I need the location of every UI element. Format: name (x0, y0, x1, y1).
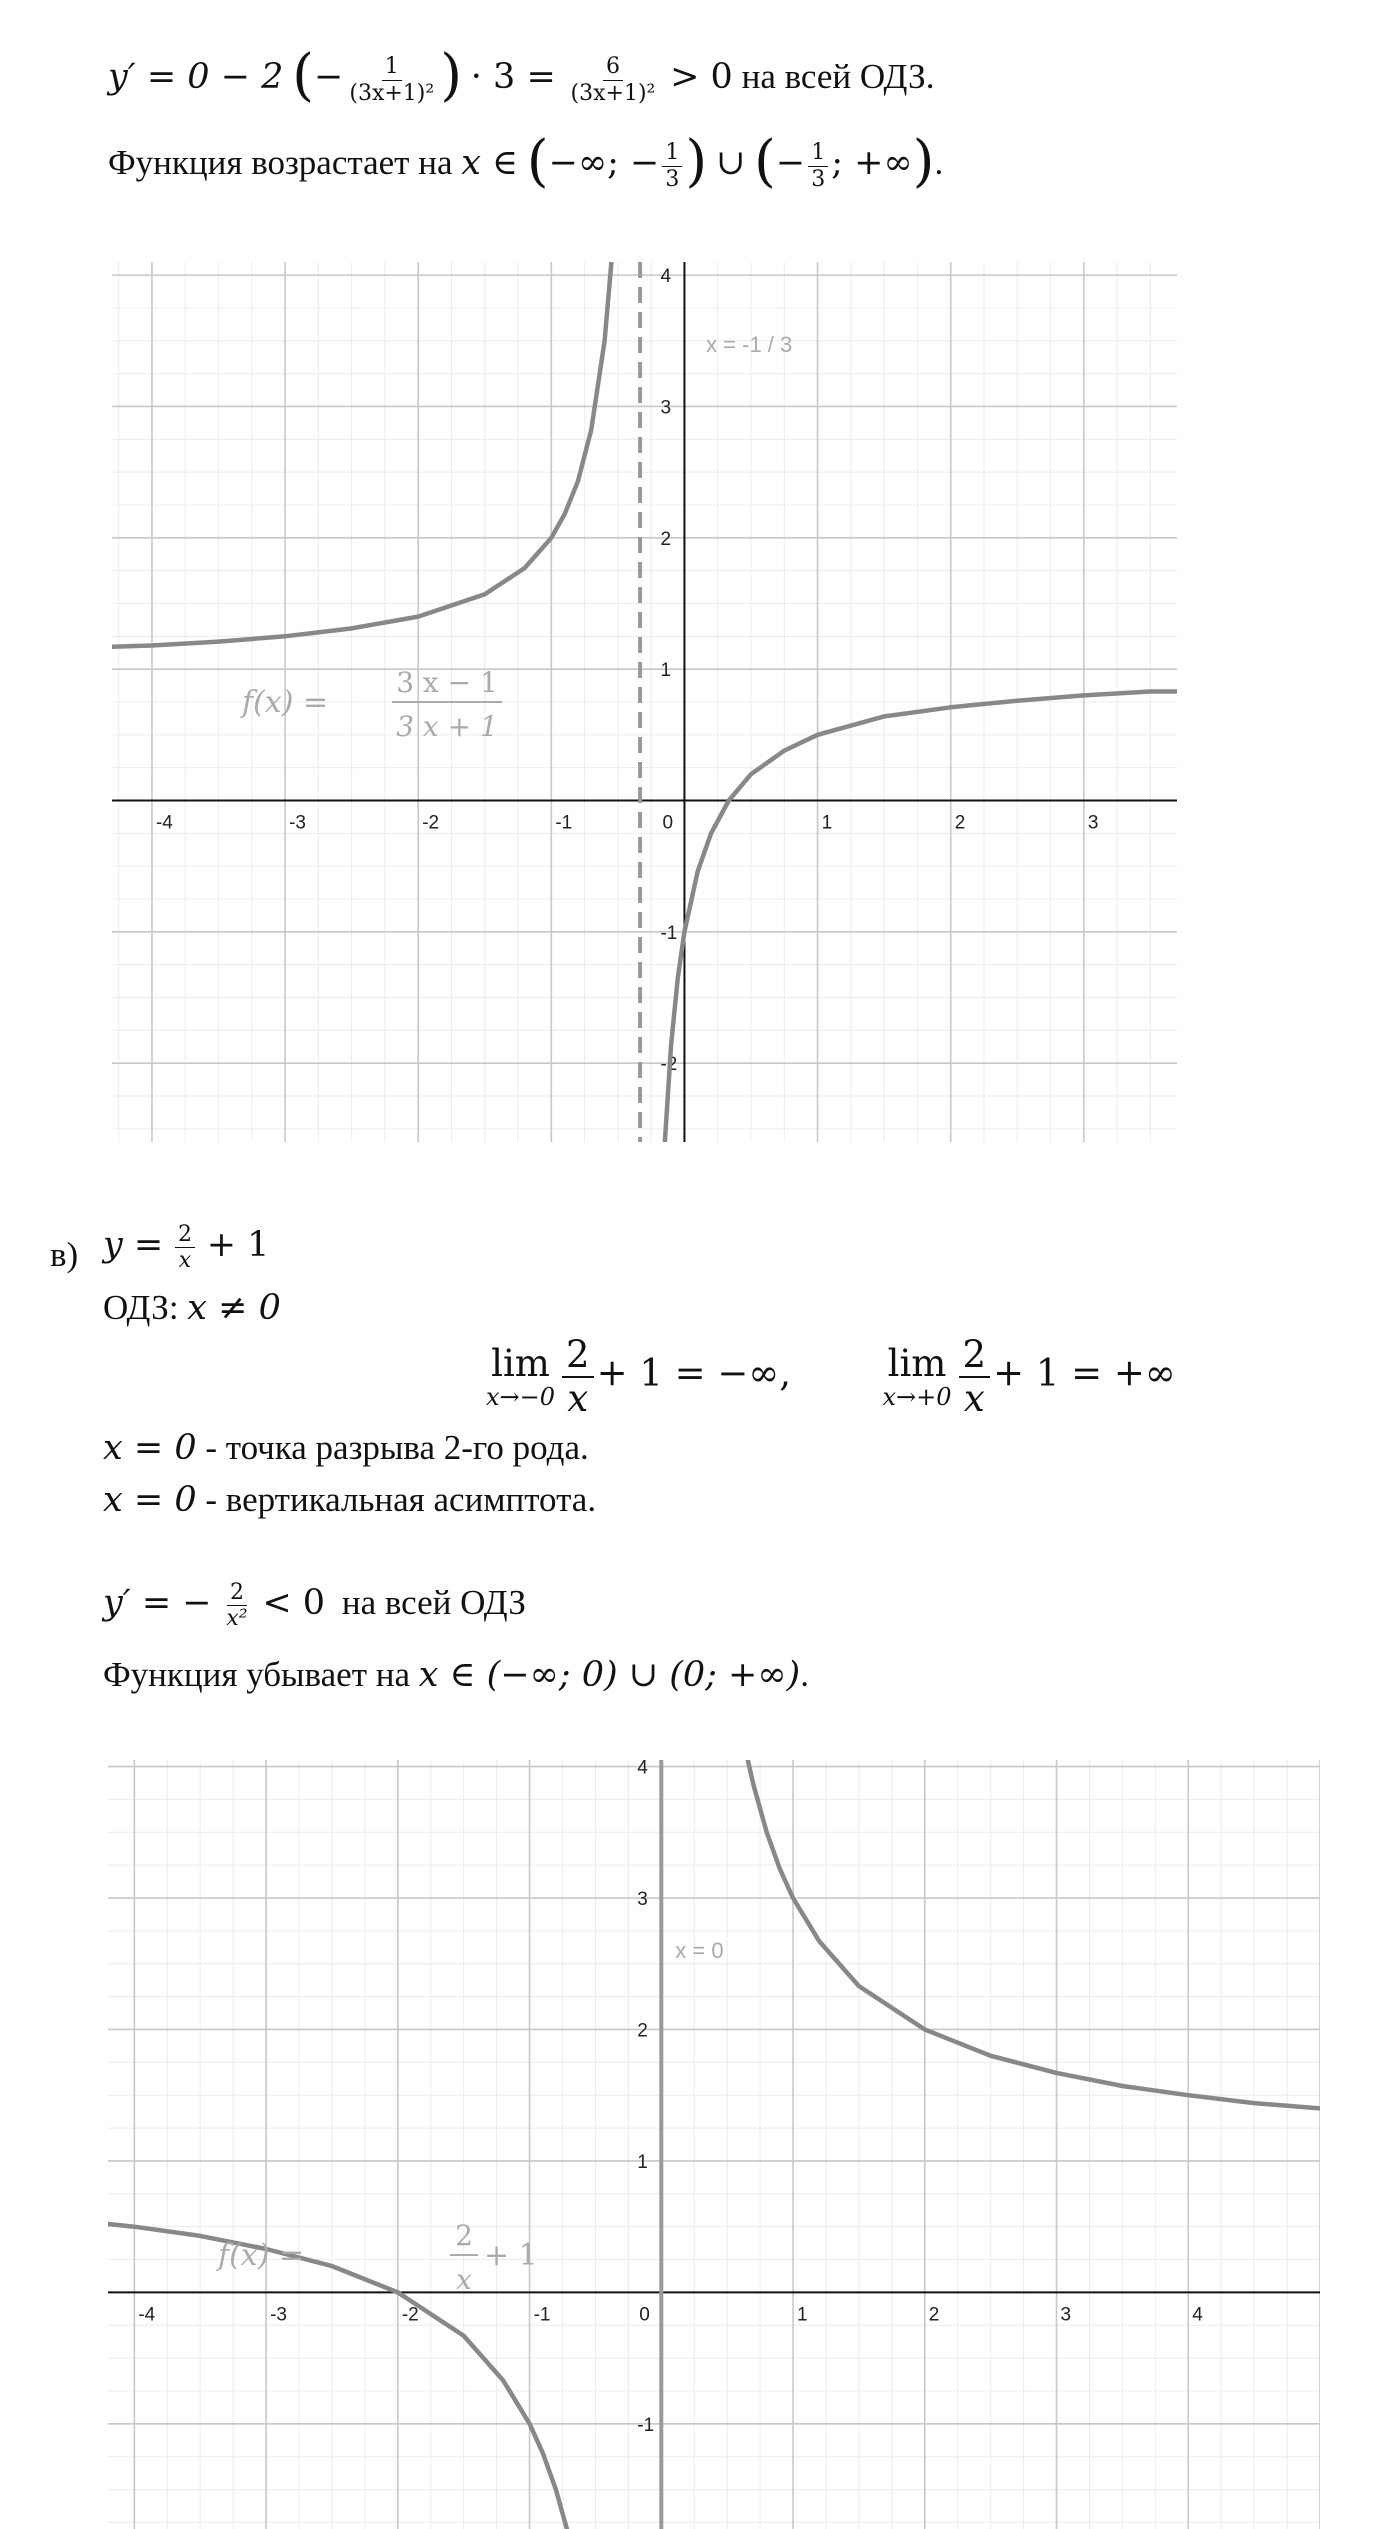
x-tick-label: 2 (928, 2304, 940, 2326)
deriv-inner-sign: − (314, 57, 344, 98)
x-tick-label: -3 (289, 812, 306, 834)
odz-math: x ≠ 0 (187, 1288, 281, 1328)
denominator: x (963, 1376, 985, 1420)
numerator: 1 (382, 54, 402, 80)
x-tick-label: -2 (401, 2304, 419, 2326)
odz-label: ОДЗ: (103, 1288, 179, 1327)
discontinuity-line (103, 1428, 589, 1468)
interval-2-tail: ; +∞ (831, 143, 913, 184)
lim-word: lim (887, 1342, 947, 1385)
y-tick-label: 1 (660, 660, 672, 682)
denominator: x² (226, 1606, 248, 1632)
formula-label (240, 666, 502, 743)
deriv-lhs: y′ = − (103, 1582, 212, 1623)
interval-2-sign: − (775, 143, 806, 184)
monotonic-line-c (103, 1655, 809, 1695)
denominator: x (567, 1376, 589, 1420)
deriv-sign: < 0 (262, 1582, 326, 1623)
derivative-line-c (103, 1580, 526, 1632)
limit-left-value: + 1 = −∞, (596, 1351, 791, 1395)
deriv-mult: · 3 = (470, 57, 556, 98)
func-lhs: y = (103, 1224, 164, 1265)
y-tick-label: 4 (660, 266, 672, 288)
y-tick-label: -1 (660, 922, 678, 944)
x-tick-label: -1 (533, 2304, 551, 2326)
numerator: 1 (662, 140, 682, 166)
monotonic-math: x ∈ (461, 143, 519, 184)
function-branch-2 (747, 1760, 1320, 2108)
x-tick-label: 2 (954, 812, 966, 834)
deriv-lhs: y′ = 0 − 2 (108, 57, 284, 98)
function-branch-2 (651, 692, 1177, 1143)
numerator: 2 (959, 1335, 991, 1378)
paren-close: ) (440, 43, 463, 108)
y-tick-label: 4 (637, 1760, 648, 1779)
formula-numerator: 3 x − 1 (396, 666, 498, 699)
denominator: (3x+1)² (570, 80, 656, 106)
graph-1-svg (112, 262, 1177, 1142)
union-sign: ∪ (715, 143, 746, 184)
limit-right-fraction (959, 1335, 991, 1420)
y-tick-label: 2 (660, 528, 672, 550)
formula-lhs: f(x) = (242, 685, 329, 720)
x-tick-label: 1 (797, 2304, 808, 2326)
asymptote-line (103, 1480, 596, 1520)
limit-right (882, 1342, 952, 1411)
asym-math: x = 0 (103, 1480, 197, 1520)
monotonic-line-b (108, 129, 944, 194)
period: . (934, 143, 944, 183)
numerator: 1 (808, 140, 828, 166)
part-c-label (50, 1235, 78, 1275)
limit-right-value: + 1 = +∞ (993, 1351, 1176, 1395)
lim-sub: x→+0 (882, 1382, 952, 1411)
asym-text: - вертикальная асимптота. (205, 1480, 597, 1519)
x-tick-label: 1 (821, 812, 833, 834)
minor-grid (108, 1760, 1320, 2529)
denominator: x (178, 1248, 192, 1274)
func-fraction (175, 1222, 195, 1274)
x-tick-label: -4 (138, 2304, 156, 2326)
deriv-domain-note: на всей ОДЗ (341, 1582, 526, 1622)
x-tick-label: -2 (422, 812, 440, 834)
function-branch-1 (112, 262, 625, 647)
y-tick-label: 1 (637, 2151, 648, 2173)
monotonic-text: Функция убывает на (103, 1655, 411, 1694)
limit-left-fraction (562, 1335, 594, 1420)
y-tick-label: -2 (660, 1054, 678, 1076)
disc-math: x = 0 (103, 1428, 197, 1468)
formula-numerator: 2 (455, 2219, 473, 2252)
denominator: 3 (811, 166, 826, 192)
formula-denominator: x (456, 2263, 472, 2296)
odz-line (103, 1288, 281, 1328)
interval-1-fraction (662, 140, 682, 192)
numerator: 2 (562, 1335, 594, 1378)
y-tick-label: 3 (660, 397, 672, 419)
disc-text: - точка разрыва 2-го рода. (205, 1428, 589, 1467)
asymptote-label: x = -1 / 3 (706, 332, 793, 357)
x-tick-label: -3 (270, 2304, 287, 2326)
paren-open: ( (526, 129, 549, 194)
x-tick-label: 3 (1060, 2304, 1072, 2326)
formula-tail: + 1 (484, 2238, 538, 2273)
limits-line (482, 1335, 1176, 1420)
deriv-fraction (223, 1580, 250, 1632)
graph-2-svg (108, 1760, 1320, 2529)
part-c-function (103, 1222, 269, 1274)
paren-open: ( (754, 129, 776, 194)
numerator: 2 (175, 1222, 195, 1248)
formula-denominator: 3 x + 1 (396, 710, 498, 743)
paren-close: ) (912, 129, 935, 194)
lim-word: lim (491, 1342, 550, 1385)
graph-2 (108, 1760, 1320, 2529)
x-tick-label: 3 (1087, 812, 1099, 834)
y-tick-label: 3 (637, 1889, 648, 1911)
denominator: 3 (665, 166, 680, 192)
part-label: в) (50, 1235, 79, 1274)
lim-sub: x→−0 (486, 1382, 556, 1411)
x-tick-label: 4 (1192, 2304, 1203, 2326)
major-grid (108, 1760, 1320, 2529)
paren-close: ) (685, 129, 708, 194)
formula-lhs: f(x) = (218, 2238, 305, 2273)
y-tick-label: 2 (637, 2020, 648, 2042)
asymptote-label: x = 0 (675, 1938, 724, 1963)
monotonic-math: x ∈ (−∞; 0) ∪ (0; +∞) (418, 1655, 801, 1695)
y-tick-label: -1 (637, 2414, 655, 2436)
interval-1: −∞; − (548, 143, 660, 184)
deriv-sign: > 0 (670, 57, 733, 98)
numerator: 6 (603, 54, 623, 80)
deriv-domain-note: на всей ОДЗ. (741, 57, 935, 97)
deriv-result-fraction (568, 54, 659, 106)
derivative-line-b (108, 43, 935, 108)
paren-open: ( (292, 43, 315, 108)
func-tail: + 1 (206, 1224, 270, 1265)
x-tick-label: -4 (155, 812, 173, 834)
x-tick-label: 0 (639, 2304, 650, 2326)
monotonic-text: Функция возрастает на (108, 143, 453, 183)
x-tick-label: -1 (555, 812, 573, 834)
numerator: 2 (227, 1580, 247, 1606)
denominator: (3x+1)² (349, 80, 435, 106)
period: . (800, 1655, 809, 1694)
x-tick-label: 0 (662, 812, 674, 834)
interval-2-fraction (808, 140, 828, 192)
limit-left (486, 1342, 556, 1411)
deriv-inner-fraction (346, 54, 437, 106)
graph-1 (112, 262, 1177, 1142)
